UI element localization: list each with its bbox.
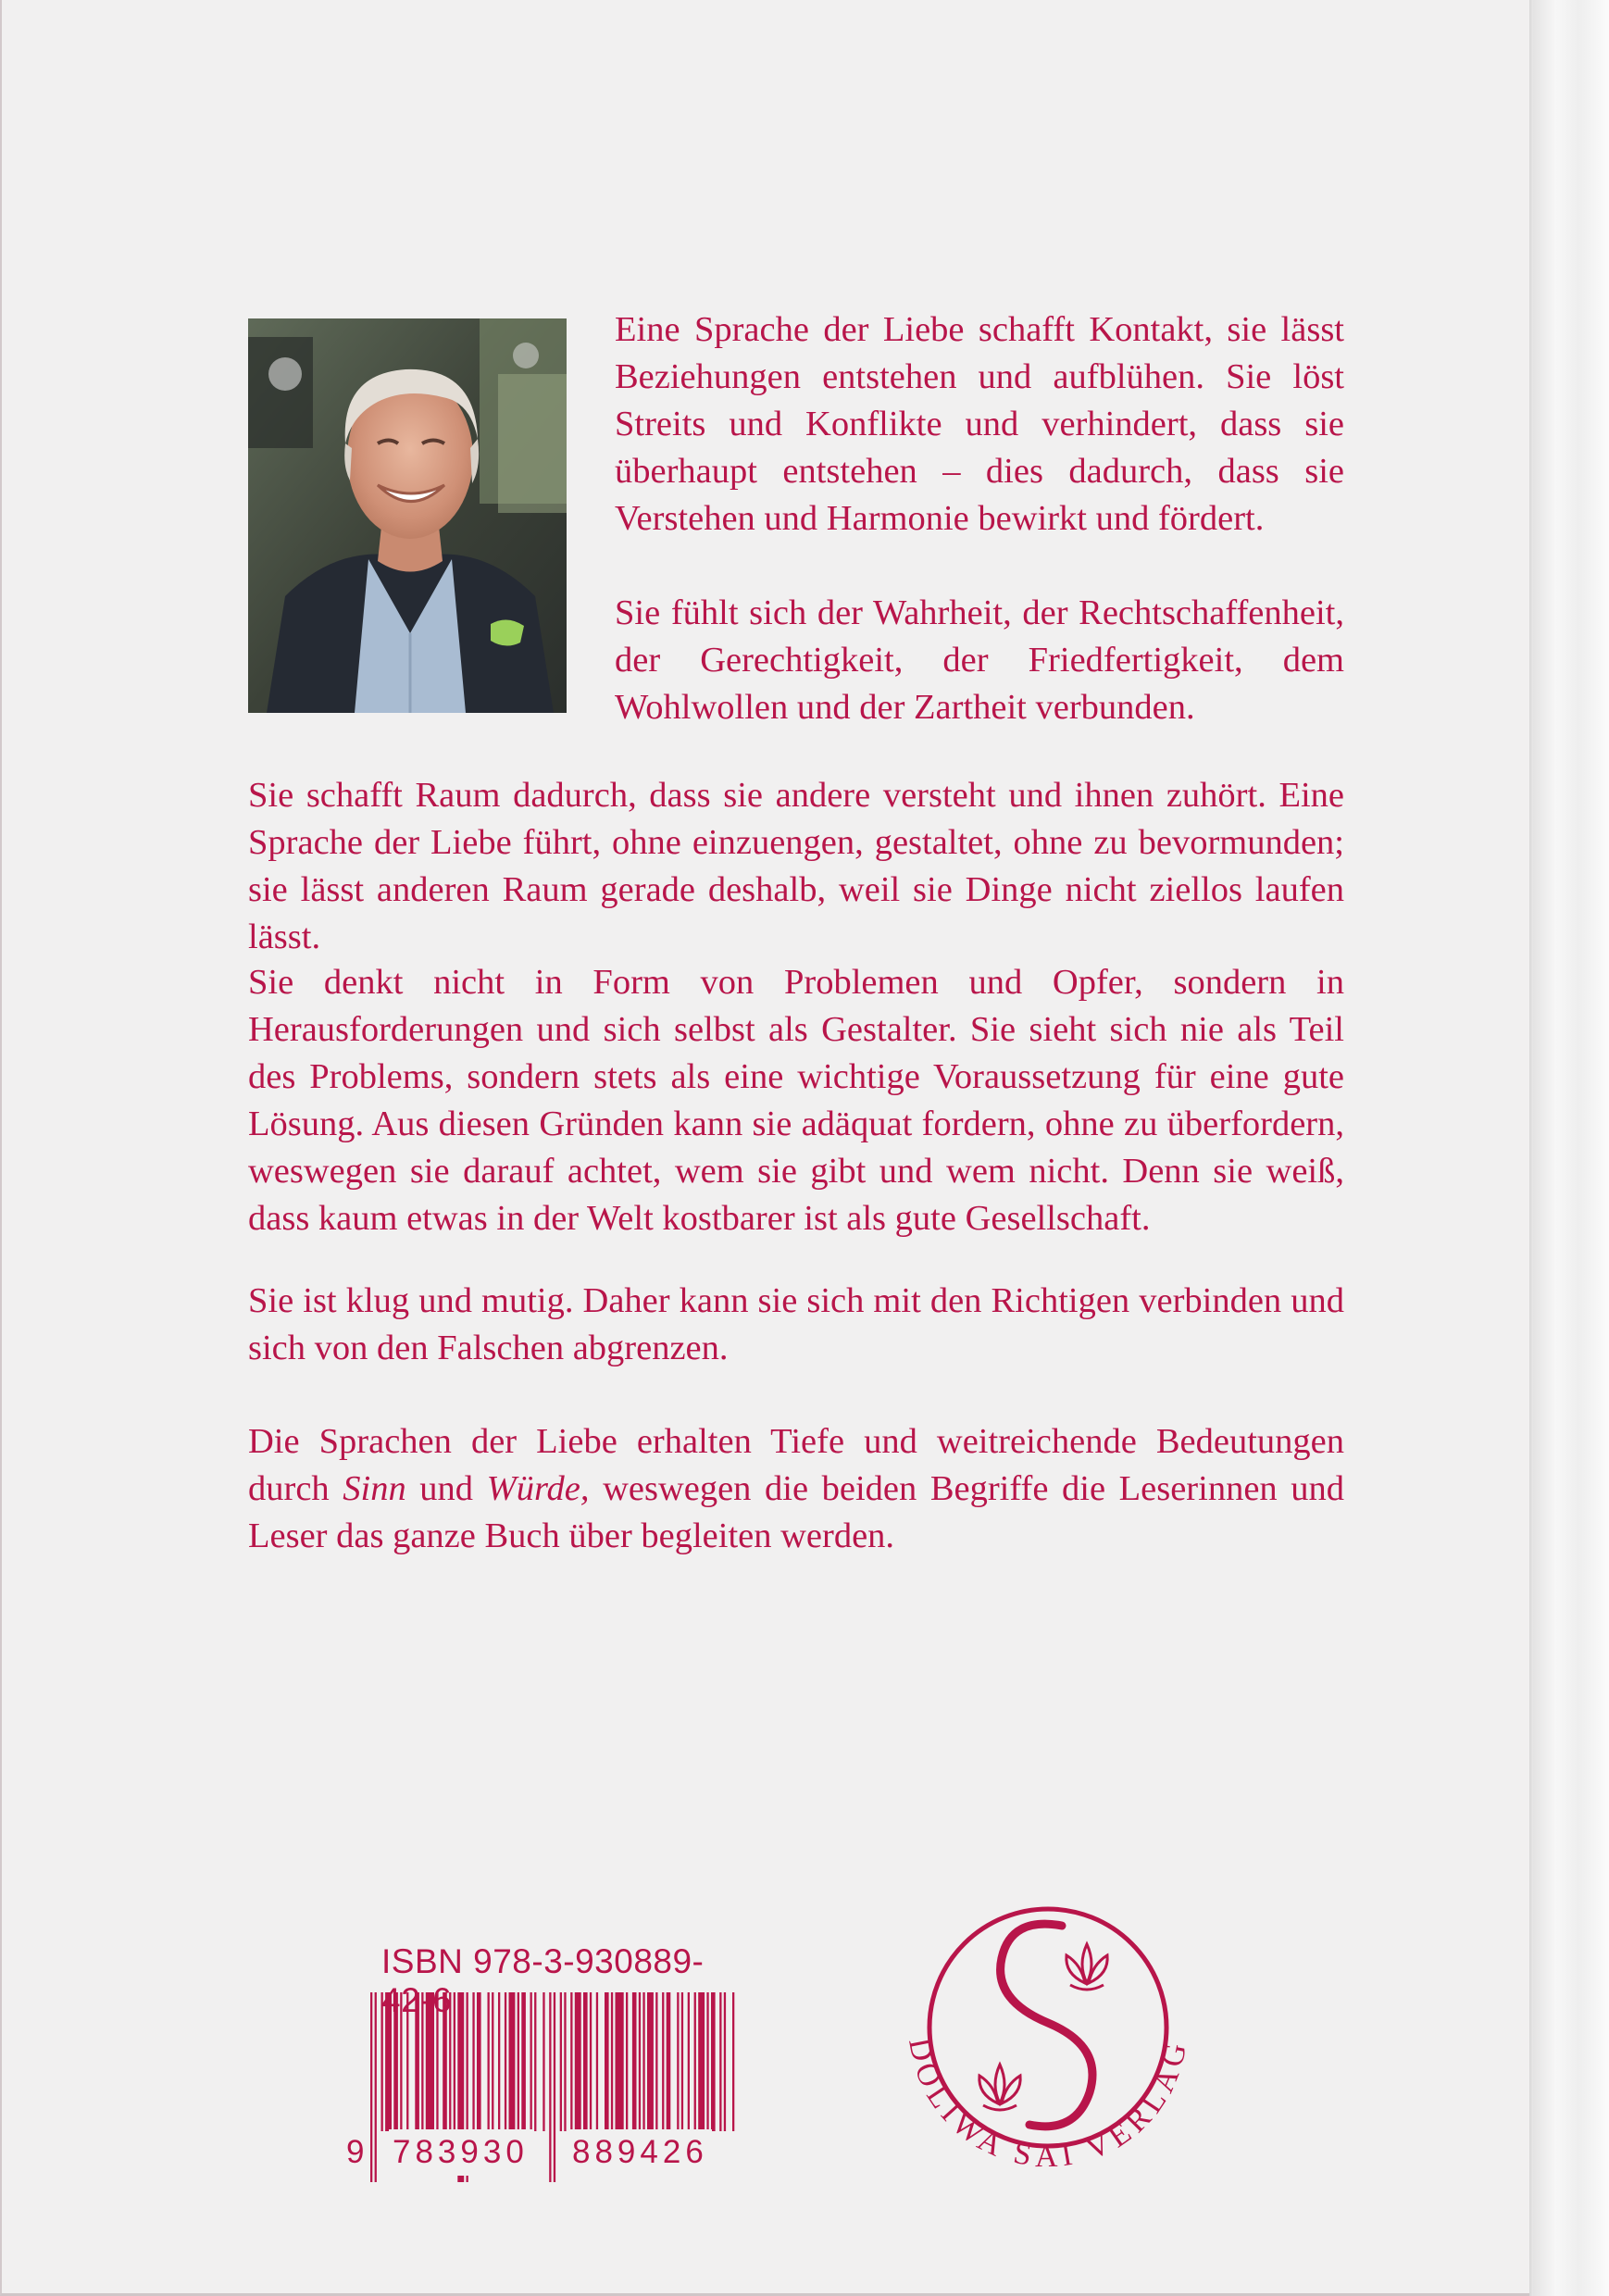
barcode-bar <box>472 1992 474 2131</box>
closing-text-start: Die Sprachen der Liebe erhalten Tiefe und weitreichende Bedeutungen durch <box>248 1422 1344 1508</box>
barcode-bar <box>400 1992 402 2131</box>
term-wuerde: Würde, <box>486 1469 590 1508</box>
barcode-bar <box>732 1992 734 2131</box>
barcode-bar <box>415 1992 419 2131</box>
barcode-bar <box>632 1992 637 2131</box>
publisher-name: DOLIWA SAI VERLAG <box>902 2035 1194 2175</box>
publisher-logo <box>872 1870 1224 2203</box>
barcode-bar <box>443 1992 447 2131</box>
barcode-bar <box>530 1992 532 2131</box>
barcode-bar <box>583 1992 588 2131</box>
barcode-bar <box>681 1992 683 2131</box>
author-photo <box>248 318 567 713</box>
barcode-bar <box>642 1992 644 2131</box>
barcode-bar <box>375 1992 377 2182</box>
barcode-bar <box>534 1992 536 2131</box>
barcode-bar <box>706 1992 708 2131</box>
spine-edge <box>1533 0 1609 2296</box>
barcode-bar <box>616 1992 624 2131</box>
barcode-bar <box>370 1992 372 2182</box>
barcode-bar <box>554 1992 555 2182</box>
barcode-bar <box>436 1992 438 2131</box>
barcode-bar <box>509 1992 516 2131</box>
barcode-bar <box>454 1992 455 2131</box>
barcode-bar <box>724 1992 726 2131</box>
barcode-bar <box>498 1992 500 2131</box>
barcode-bar <box>543 1992 544 2131</box>
barcode-bar <box>505 1992 506 2131</box>
intro-paragraph-1: Eine Sprache der Liebe schafft Kontakt, sie lässt Beziehungen entstehen und aufblühen. Sie löst Streits und Konflikte und verhindert, dass sie überhaupt entstehen – dies dadurch, dass sie Verstehen und Harmonie bewirkt und fördert. <box>615 310 1344 538</box>
barcode-bar <box>421 1992 423 2131</box>
barcode-bar <box>521 1992 526 2131</box>
barcode-bar <box>626 1992 628 2131</box>
barcode-bar <box>590 1992 592 2131</box>
barcode-bar <box>564 1992 566 2131</box>
barcode-bar <box>406 1992 408 2131</box>
author-portrait-image <box>248 318 567 713</box>
closing-text-end: weswegen die beiden Begriffe die Leserinnen und Leser das ganze Buch über begleiten werden. <box>248 1469 1344 1555</box>
closing-paragraph <box>248 1418 1344 1560</box>
closing-text-and: und <box>405 1469 487 1508</box>
barcode-bar <box>488 1992 490 2131</box>
barcode-bar <box>605 1992 609 2131</box>
barcode-right-digits: 889426 <box>568 2129 712 2176</box>
body-paragraph-2: Sie denkt nicht in Form von Problemen und Opfer, sondern in Herausforderungen und sich selbst als Gestalter. Sie sieht sich nie als Teil des Problems, sondern stets als eine wichtige Voraussetzung für eine gute Lösung. Aus diesen Gründen kann sie adäquat fordern, ohne zu überfordern, weswegen sie darauf achtet, wem sie gibt und wem nicht. Denn sie weiß, dass kaum etwas in der Welt kostbarer ist als gute Gesellschaft. <box>248 963 1344 1238</box>
barcode-bar <box>596 1992 598 2131</box>
barcode-bar <box>385 1992 392 2131</box>
barcode-bar <box>570 1992 572 2131</box>
barcode-bar <box>611 1992 613 2131</box>
isbn-label: ISBN 978-3-930889- 2-6 <box>381 1942 705 2019</box>
barcode-bar <box>426 1992 434 2131</box>
body-paragraph-3: Sie ist klug und mutig. Daher kann sie sich mit den Richtigen verbinden und sich von den Falschen abgrenzen. <box>248 1281 1344 1367</box>
barcode-bar <box>662 1992 664 2131</box>
barcode-left-digits: 783930 <box>389 2129 532 2176</box>
barcode-bar <box>560 1992 562 2131</box>
barcode-bar <box>518 1992 519 2131</box>
barcode-bar <box>711 1992 716 2131</box>
barcode-bar <box>449 1992 451 2131</box>
barcode-bar <box>655 1992 657 2131</box>
barcode-bar <box>698 1992 705 2131</box>
barcode-bar <box>492 1992 493 2131</box>
barcode-bar <box>393 1992 398 2131</box>
intro-text <box>615 306 1344 779</box>
barcode-bar <box>639 1992 641 2131</box>
barcode-bar <box>381 1992 383 2131</box>
barcode-bar <box>667 1992 671 2131</box>
barcode-bar <box>719 1992 721 2131</box>
barcode-bar <box>688 1992 690 2131</box>
barcode-bar <box>477 1992 481 2131</box>
barcode-first-digit: 9 <box>346 2134 369 2170</box>
barcode-bar <box>549 1992 551 2182</box>
body-paragraph-1: Sie schafft Raum dadurch, dass sie andere versteht und ihnen zuhört. Eine Sprache der Liebe führt, ohne einzuengen, gestaltet, ohne zu bevormunden; sie lässt anderen Raum gerade deshalb, weil sie Dinge nicht ziellos laufen lässt. <box>248 776 1344 956</box>
barcode-bar <box>677 1992 679 2131</box>
barcode-bar <box>694 1992 696 2131</box>
barcode-bar <box>575 1992 581 2131</box>
barcode-bar <box>647 1992 654 2131</box>
term-sinn: Sinn <box>343 1469 406 1508</box>
intro-paragraph-2: Sie fühlt sich der Wahrheit, der Rechtschaffenheit, der Gerechtigkeit, der Friedfertigkeit, dem Wohlwollen und der Zartheit verbunden. <box>615 593 1344 727</box>
